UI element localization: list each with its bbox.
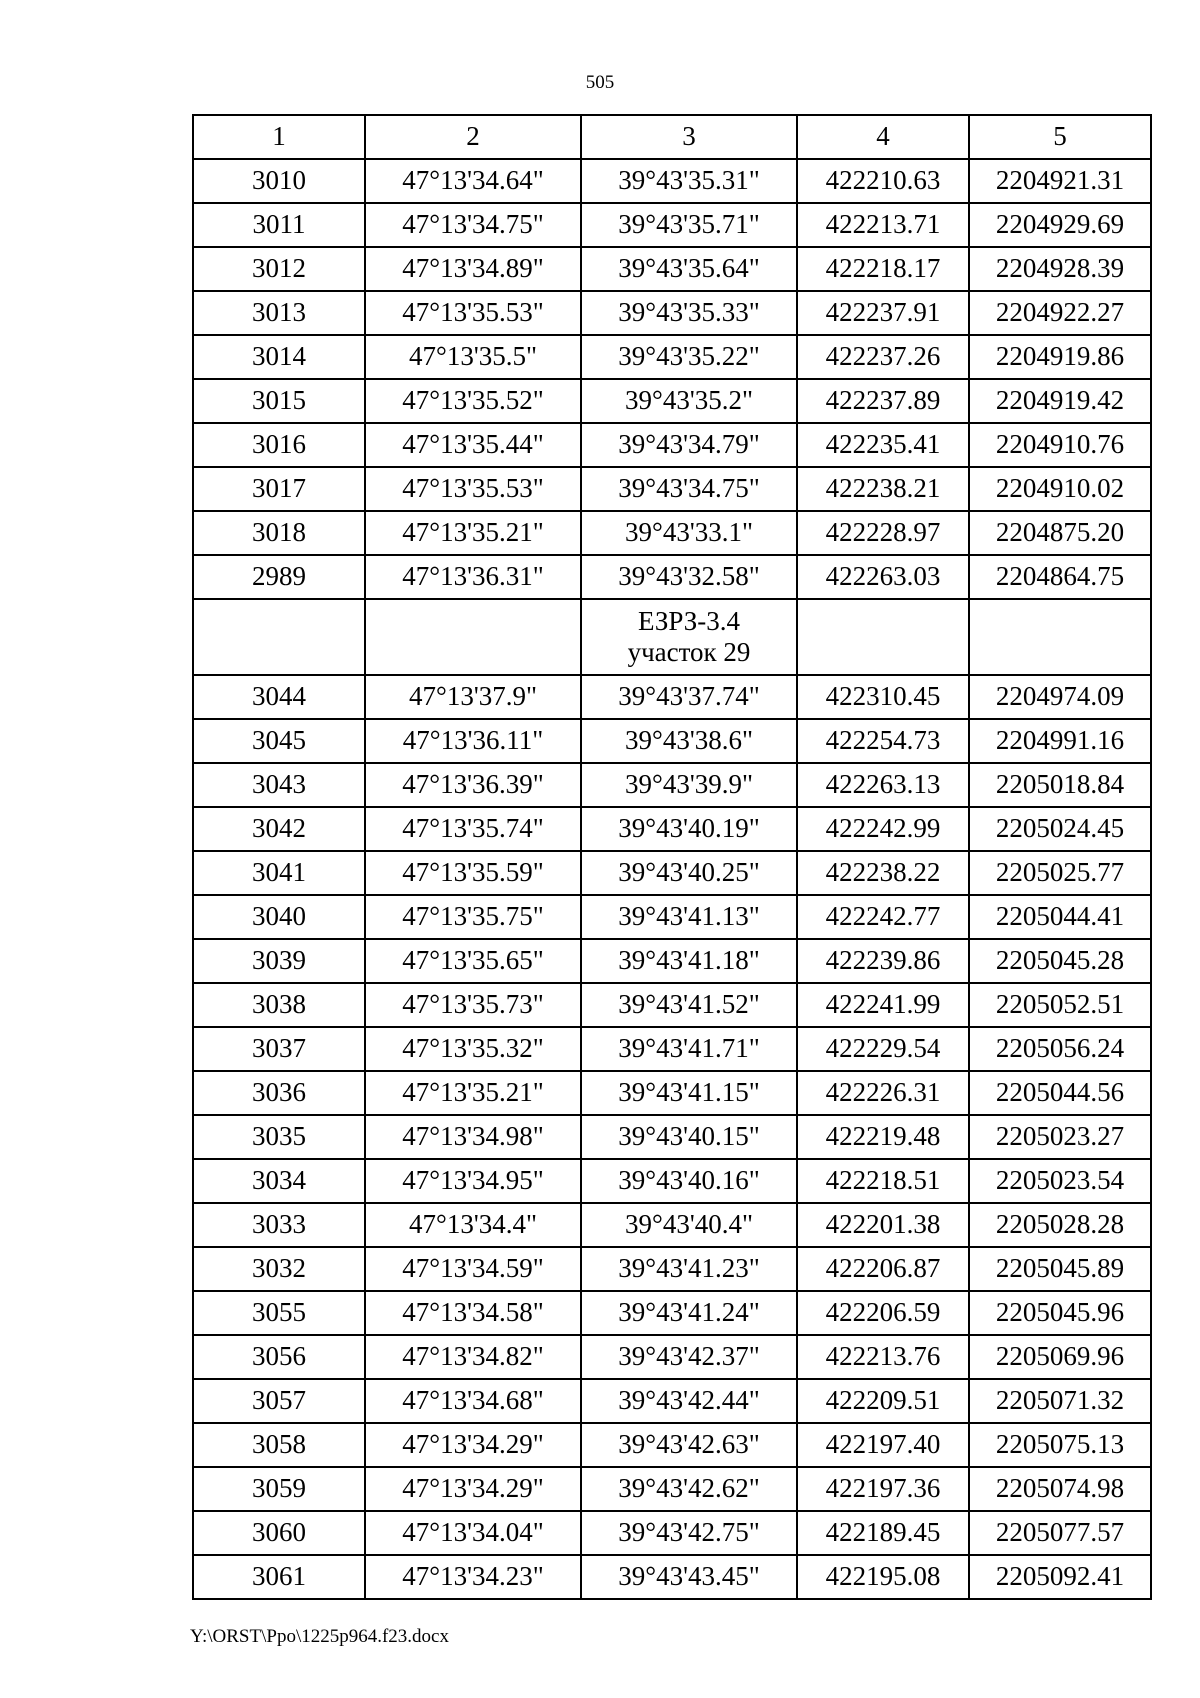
table-cell: 2205056.24 [969, 1027, 1151, 1071]
table-cell: 47°13'35.65" [365, 939, 581, 983]
table-cell: 2205052.51 [969, 983, 1151, 1027]
table-cell: 422201.38 [797, 1203, 969, 1247]
table-cell: 422195.08 [797, 1555, 969, 1599]
table-cell: 2989 [193, 555, 365, 599]
table-cell: 39°43'34.75" [581, 467, 797, 511]
table-row [193, 203, 1151, 247]
table-cell: 422237.89 [797, 379, 969, 423]
table-row [193, 895, 1151, 939]
table-cell: 2205074.98 [969, 1467, 1151, 1511]
table-cell: 2205018.84 [969, 763, 1151, 807]
table-cell: 2205025.77 [969, 851, 1151, 895]
table-cell: 3018 [193, 511, 365, 555]
table-cell: 47°13'36.31" [365, 555, 581, 599]
table-cell: 422238.22 [797, 851, 969, 895]
table-cell: 422241.99 [797, 983, 969, 1027]
table-cell: 3015 [193, 379, 365, 423]
table-cell: 47°13'34.4" [365, 1203, 581, 1247]
table-cell: 47°13'35.53" [365, 291, 581, 335]
section-label [581, 599, 797, 675]
table-cell: 47°13'34.95" [365, 1159, 581, 1203]
table-row [193, 1247, 1151, 1291]
table-cell: 2204875.20 [969, 511, 1151, 555]
table-cell: 422263.03 [797, 555, 969, 599]
table-row [193, 1027, 1151, 1071]
table-cell: 47°13'34.82" [365, 1335, 581, 1379]
table-cell: 3013 [193, 291, 365, 335]
table-cell: 47°13'35.21" [365, 1071, 581, 1115]
table-cell: 47°13'35.5" [365, 335, 581, 379]
table-cell: 3037 [193, 1027, 365, 1071]
table-cell: 39°43'42.63" [581, 1423, 797, 1467]
section-body [193, 599, 1151, 675]
table-header-row [193, 115, 1151, 159]
section-plot: участок 29 [627, 637, 751, 667]
table-cell: 3038 [193, 983, 365, 1027]
table-row [193, 1555, 1151, 1599]
table-row [193, 159, 1151, 203]
table-row [193, 335, 1151, 379]
table-cell: 47°13'34.68" [365, 1379, 581, 1423]
table-row [193, 423, 1151, 467]
table-cell: 39°43'33.1" [581, 511, 797, 555]
table-cell: 422242.99 [797, 807, 969, 851]
table-cell: 2205023.27 [969, 1115, 1151, 1159]
table-cell: 39°43'35.71" [581, 203, 797, 247]
table-cell: 2204928.39 [969, 247, 1151, 291]
table-cell: 39°43'34.79" [581, 423, 797, 467]
table-cell: 39°43'41.71" [581, 1027, 797, 1071]
table-cell: 422263.13 [797, 763, 969, 807]
table-cell: 3017 [193, 467, 365, 511]
table-cell: 39°43'42.75" [581, 1511, 797, 1555]
table-cell: 422206.87 [797, 1247, 969, 1291]
table-cell: 47°13'34.75" [365, 203, 581, 247]
table-cell: 2205024.45 [969, 807, 1151, 851]
table-cell: 2204864.75 [969, 555, 1151, 599]
table-row [193, 467, 1151, 511]
table-cell: 422213.71 [797, 203, 969, 247]
table-row [193, 1291, 1151, 1335]
table-cell: 422237.91 [797, 291, 969, 335]
table-cell: 3040 [193, 895, 365, 939]
table-cell: 422229.54 [797, 1027, 969, 1071]
table-row [193, 1203, 1151, 1247]
table-cell: 47°13'34.29" [365, 1467, 581, 1511]
table-cell: 47°13'35.32" [365, 1027, 581, 1071]
table-cell: 3012 [193, 247, 365, 291]
table-cell: 47°13'35.73" [365, 983, 581, 1027]
header-cell: 2 [365, 115, 581, 159]
table-cell: 39°43'35.64" [581, 247, 797, 291]
table-cell: 422254.73 [797, 719, 969, 763]
table-row [193, 511, 1151, 555]
table-cell: 47°13'35.74" [365, 807, 581, 851]
table-row [193, 675, 1151, 719]
table-cell: 39°43'41.24" [581, 1291, 797, 1335]
table-row [193, 763, 1151, 807]
table-row [193, 247, 1151, 291]
header-cell: 3 [581, 115, 797, 159]
table-cell: 3039 [193, 939, 365, 983]
table-cell: 2205077.57 [969, 1511, 1151, 1555]
table-cell: 2205075.13 [969, 1423, 1151, 1467]
table-cell: 2204919.42 [969, 379, 1151, 423]
table-cell: 47°13'34.58" [365, 1291, 581, 1335]
table-row [193, 1071, 1151, 1115]
table-cell: 3036 [193, 1071, 365, 1115]
table-cell: 3044 [193, 675, 365, 719]
table-cell [797, 599, 969, 675]
table-cell: 422218.51 [797, 1159, 969, 1203]
table-cell: 47°13'35.44" [365, 423, 581, 467]
table-cell: 2205028.28 [969, 1203, 1151, 1247]
table-row [193, 851, 1151, 895]
table-cell: 422238.21 [797, 467, 969, 511]
table-cell: 47°13'34.59" [365, 1247, 581, 1291]
table-body-a [193, 159, 1151, 599]
table-cell: 2204929.69 [969, 203, 1151, 247]
table-row [193, 379, 1151, 423]
table-cell: 3011 [193, 203, 365, 247]
table-cell: 3060 [193, 1511, 365, 1555]
table-cell: 2205045.89 [969, 1247, 1151, 1291]
table-cell: 2204910.02 [969, 467, 1151, 511]
section-code: ЕЗРЗ-3.4 [638, 605, 740, 636]
table-cell: 39°43'41.18" [581, 939, 797, 983]
table-cell: 2205044.56 [969, 1071, 1151, 1115]
table-cell: 2205045.28 [969, 939, 1151, 983]
table-cell: 47°13'36.39" [365, 763, 581, 807]
table-cell: 3042 [193, 807, 365, 851]
table-cell: 39°43'41.23" [581, 1247, 797, 1291]
table-cell: 2205092.41 [969, 1555, 1151, 1599]
table-cell: 39°43'41.52" [581, 983, 797, 1027]
table-cell: 2204991.16 [969, 719, 1151, 763]
section-row [193, 599, 1151, 675]
table-cell: 422237.26 [797, 335, 969, 379]
table-cell: 422310.45 [797, 675, 969, 719]
table-row [193, 1423, 1151, 1467]
table-cell: 3045 [193, 719, 365, 763]
table-cell: 47°13'34.29" [365, 1423, 581, 1467]
table-cell: 47°13'35.59" [365, 851, 581, 895]
table-cell: 39°43'35.31" [581, 159, 797, 203]
table-body-b [193, 675, 1151, 1599]
table-cell: 2204919.86 [969, 335, 1151, 379]
table-cell: 47°13'34.23" [365, 1555, 581, 1599]
table-cell: 3010 [193, 159, 365, 203]
table-cell: 3043 [193, 763, 365, 807]
table-cell: 39°43'37.74" [581, 675, 797, 719]
table-cell: 3035 [193, 1115, 365, 1159]
header-cell: 5 [969, 115, 1151, 159]
table-row [193, 1511, 1151, 1555]
table-row [193, 719, 1151, 763]
table-cell: 422242.77 [797, 895, 969, 939]
table-cell: 422209.51 [797, 1379, 969, 1423]
table-cell: 47°13'35.75" [365, 895, 581, 939]
header-cell: 4 [797, 115, 969, 159]
table-cell: 422197.36 [797, 1467, 969, 1511]
table-cell: 2205071.32 [969, 1379, 1151, 1423]
table-cell: 39°43'40.4" [581, 1203, 797, 1247]
header-cell: 1 [193, 115, 365, 159]
table-row [193, 1467, 1151, 1511]
table-cell: 47°13'37.9" [365, 675, 581, 719]
table-cell: 3034 [193, 1159, 365, 1203]
table-cell: 3058 [193, 1423, 365, 1467]
table-cell: 39°43'42.44" [581, 1379, 797, 1423]
table-cell: 3061 [193, 1555, 365, 1599]
table-cell: 3014 [193, 335, 365, 379]
table-cell: 3059 [193, 1467, 365, 1511]
table-cell [365, 599, 581, 675]
table-cell: 3057 [193, 1379, 365, 1423]
table-cell: 47°13'35.21" [365, 511, 581, 555]
footer-file-path: Y:\ORST\Ppo\1225p964.f23.docx [190, 1626, 449, 1647]
table-cell: 2205044.41 [969, 895, 1151, 939]
table-row [193, 807, 1151, 851]
table-cell: 47°13'34.89" [365, 247, 581, 291]
table-cell: 2204910.76 [969, 423, 1151, 467]
table-cell: 2204974.09 [969, 675, 1151, 719]
table-cell: 39°43'39.9" [581, 763, 797, 807]
table-cell: 39°43'40.15" [581, 1115, 797, 1159]
table-cell: 3056 [193, 1335, 365, 1379]
table-cell [969, 599, 1151, 675]
table-cell: 2204921.31 [969, 159, 1151, 203]
table-cell: 47°13'36.11" [365, 719, 581, 763]
table-cell: 3041 [193, 851, 365, 895]
coordinates-table [192, 114, 1152, 1600]
table-cell: 47°13'35.53" [365, 467, 581, 511]
table-cell: 39°43'32.58" [581, 555, 797, 599]
table-cell: 39°43'40.19" [581, 807, 797, 851]
table-cell: 39°43'41.13" [581, 895, 797, 939]
table-row [193, 1379, 1151, 1423]
table-cell: 39°43'41.15" [581, 1071, 797, 1115]
table-cell: 39°43'42.37" [581, 1335, 797, 1379]
table-cell: 39°43'38.6" [581, 719, 797, 763]
table-cell: 422226.31 [797, 1071, 969, 1115]
table-cell: 39°43'40.16" [581, 1159, 797, 1203]
table-row [193, 1335, 1151, 1379]
table-cell: 422239.86 [797, 939, 969, 983]
table-cell: 422206.59 [797, 1291, 969, 1335]
table-cell: 39°43'35.22" [581, 335, 797, 379]
table-cell: 422228.97 [797, 511, 969, 555]
table-cell: 2205023.54 [969, 1159, 1151, 1203]
table-cell: 422218.17 [797, 247, 969, 291]
table-cell: 422197.40 [797, 1423, 969, 1467]
table-cell: 39°43'35.2" [581, 379, 797, 423]
table-cell: 422219.48 [797, 1115, 969, 1159]
table-row [193, 1159, 1151, 1203]
table-cell: 47°13'35.52" [365, 379, 581, 423]
table-cell: 3032 [193, 1247, 365, 1291]
table-cell: 422213.76 [797, 1335, 969, 1379]
table-cell: 3016 [193, 423, 365, 467]
table-cell: 39°43'35.33" [581, 291, 797, 335]
table-row [193, 1115, 1151, 1159]
table-cell [193, 599, 365, 675]
table-cell: 47°13'34.04" [365, 1511, 581, 1555]
table-cell: 2205069.96 [969, 1335, 1151, 1379]
table-cell: 47°13'34.64" [365, 159, 581, 203]
table-cell: 2205045.96 [969, 1291, 1151, 1335]
table-cell: 422189.45 [797, 1511, 969, 1555]
table-cell: 47°13'34.98" [365, 1115, 581, 1159]
table-cell: 39°43'43.45" [581, 1555, 797, 1599]
table-row [193, 555, 1151, 599]
table-cell: 422210.63 [797, 159, 969, 203]
page-number: 505 [585, 72, 615, 93]
table-cell: 3055 [193, 1291, 365, 1335]
table-cell: 39°43'40.25" [581, 851, 797, 895]
table-cell: 422235.41 [797, 423, 969, 467]
table-row [193, 983, 1151, 1027]
table-row [193, 939, 1151, 983]
table-cell: 39°43'42.62" [581, 1467, 797, 1511]
table-row [193, 291, 1151, 335]
table-cell: 3033 [193, 1203, 365, 1247]
table-cell: 2204922.27 [969, 291, 1151, 335]
